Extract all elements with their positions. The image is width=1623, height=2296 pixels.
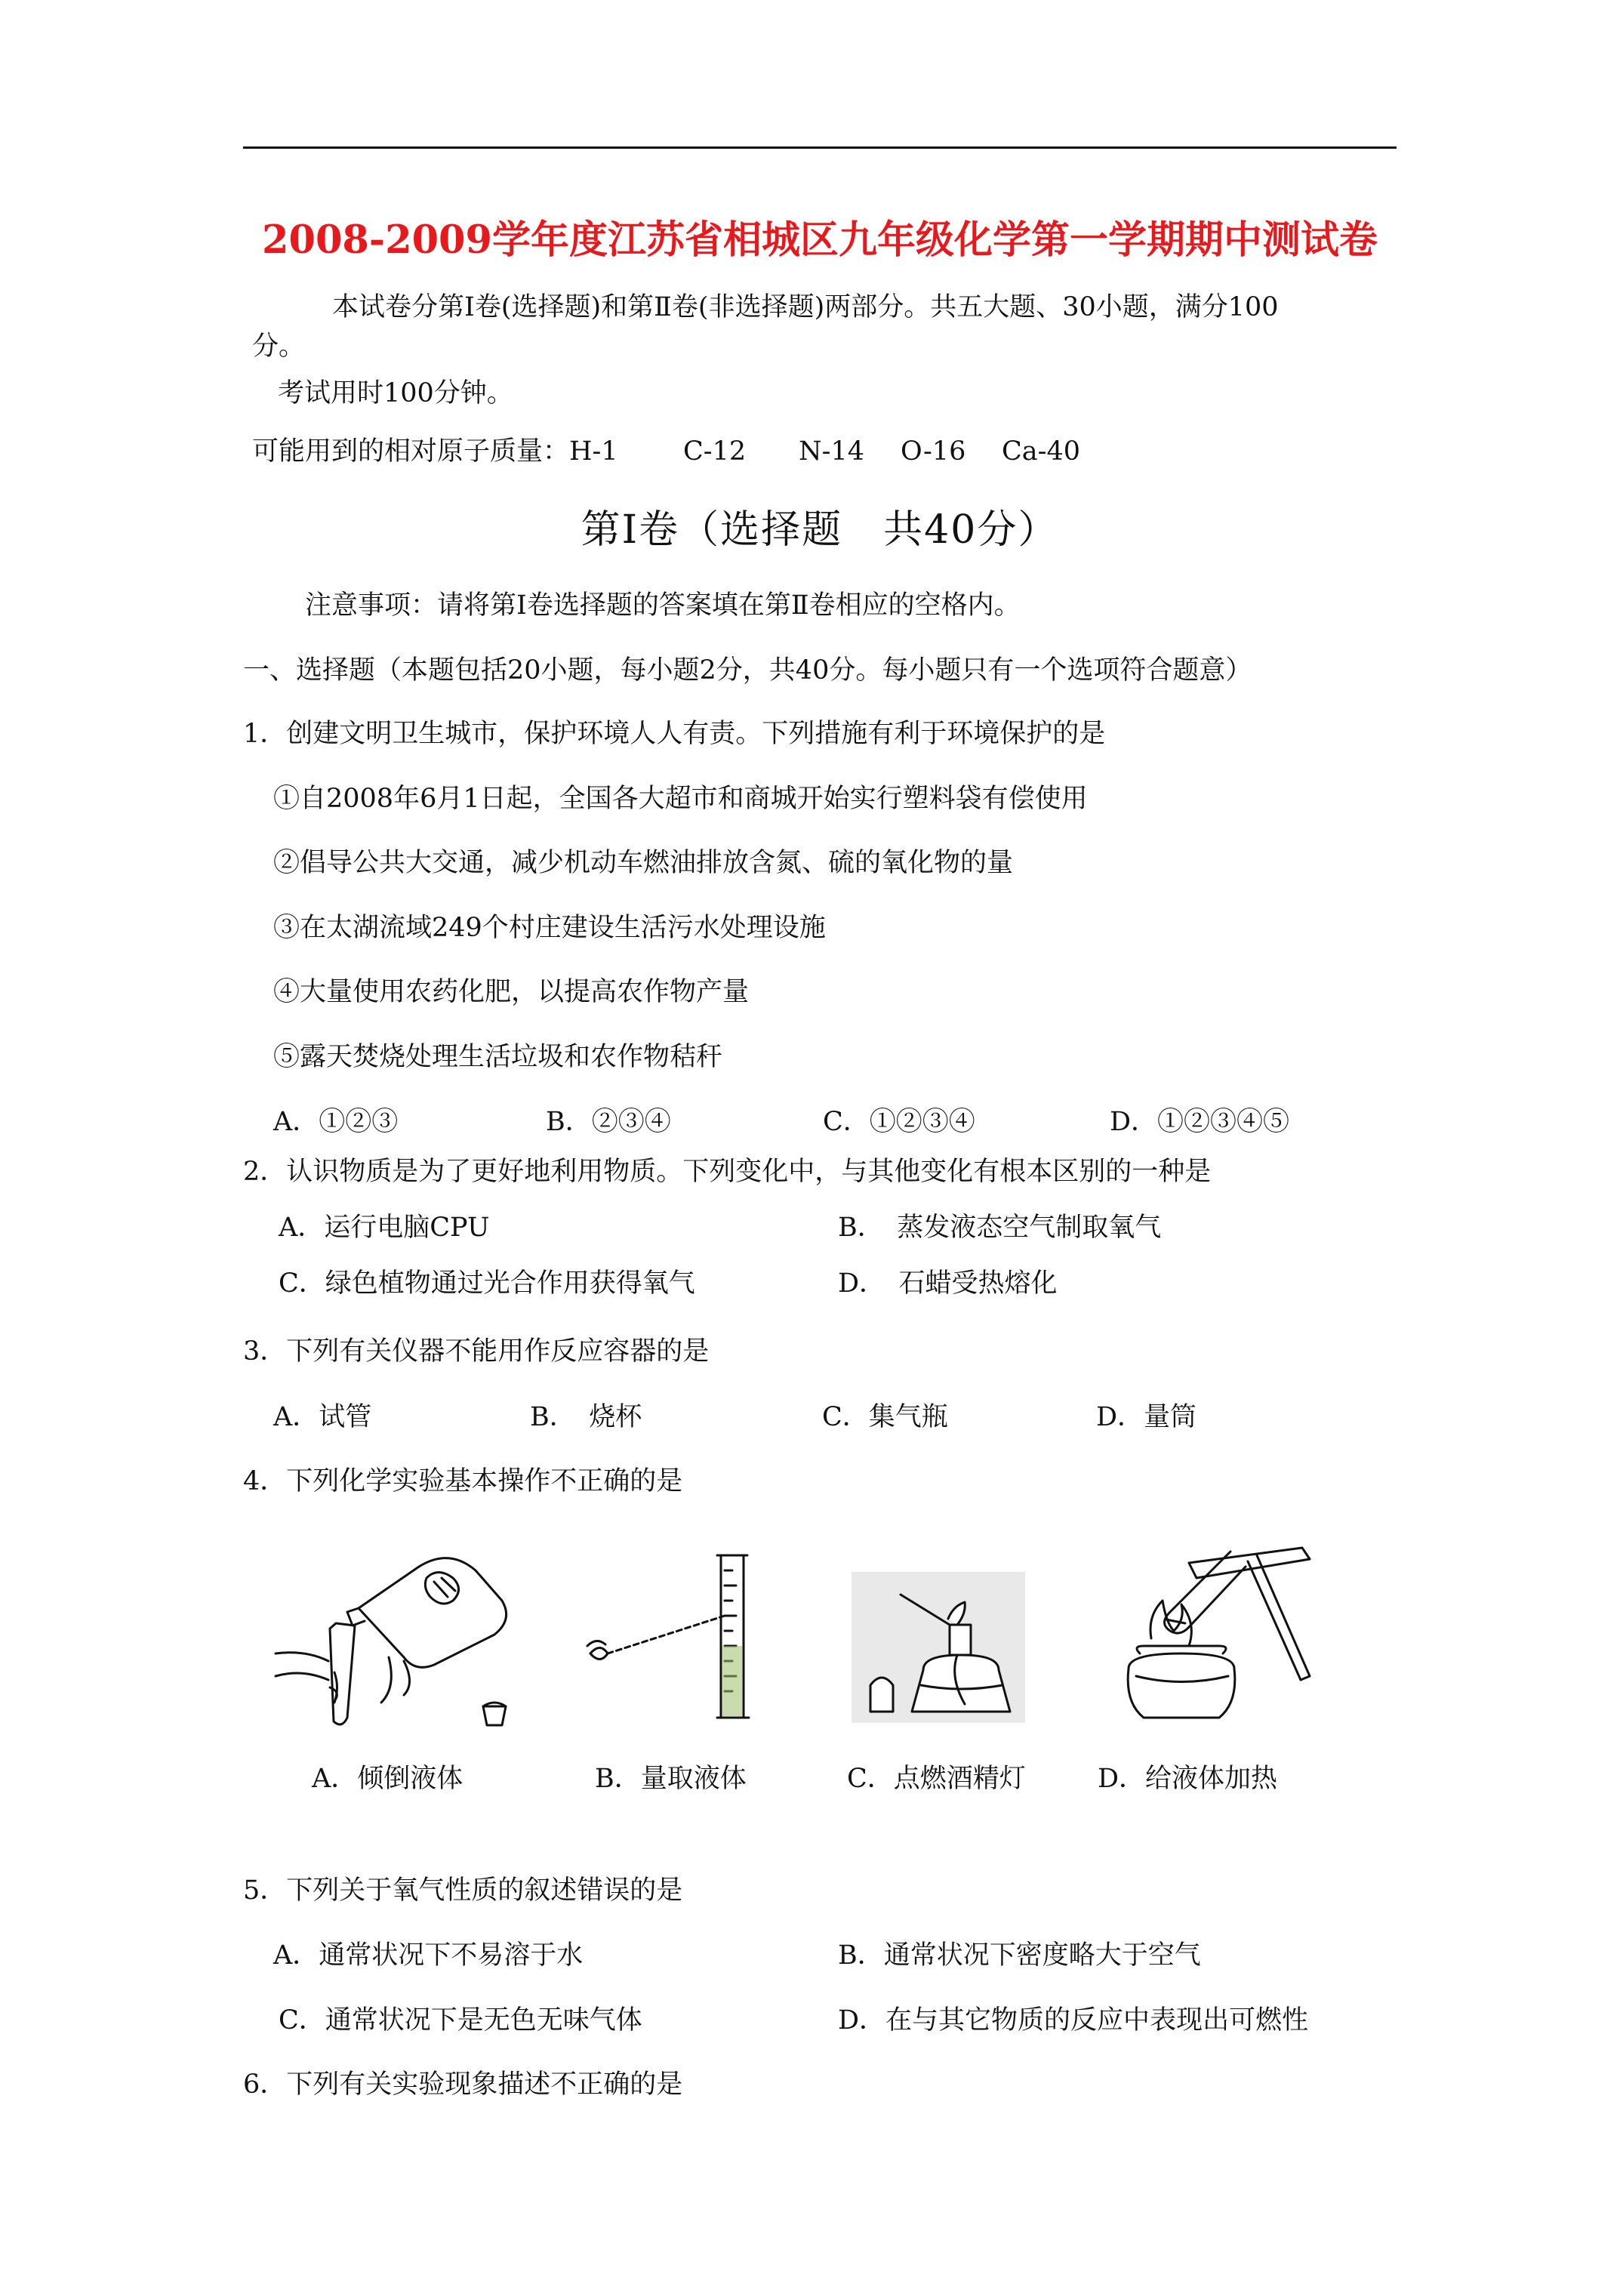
q5-option-a: A．通常状况下不易溶于水 bbox=[273, 1940, 584, 1971]
q1-option-d: D．①②③④⑤ bbox=[1110, 1107, 1290, 1137]
q1-item-2: ②倡导公共大交通，减少机动车燃油排放含氮、硫的氧化物的量 bbox=[273, 848, 1014, 878]
q1-option-b: B．②③④ bbox=[546, 1107, 671, 1137]
q2-option-c: C．绿色植物通过光合作用获得氧气 bbox=[279, 1268, 695, 1299]
exam-time: 考试用时100分钟。 bbox=[278, 378, 513, 408]
figure-label-a: A．倾倒液体 bbox=[312, 1764, 463, 1794]
notice: 注意事项：请将第Ⅰ卷选择题的答案填在第Ⅱ卷相应的空格内。 bbox=[305, 590, 1021, 621]
q5-stem: 5．下列关于氧气性质的叙述错误的是 bbox=[243, 1875, 683, 1906]
q5-option-b: B．通常状况下密度略大于空气 bbox=[838, 1940, 1201, 1971]
q2-option-b: B． 蒸发液态空气制取氧气 bbox=[838, 1213, 1162, 1243]
q3-stem: 3．下列有关仪器不能用作反应容器的是 bbox=[243, 1336, 710, 1367]
q3-option-d: D．量筒 bbox=[1096, 1402, 1197, 1432]
q2-stem: 2．认识物质是为了更好地利用物质。下列变化中，与其他变化有根本区别的一种是 bbox=[243, 1157, 1212, 1187]
atomic-mass-o: O-16 bbox=[901, 436, 966, 467]
q2-option-a: A．运行电脑CPU bbox=[279, 1213, 490, 1243]
q1-item-5: ⑤露天焚烧处理生活垃圾和农作物秸秆 bbox=[273, 1042, 723, 1072]
section-title: 第Ⅰ卷（选择题 共40分） bbox=[581, 507, 1059, 553]
alcohol-lamp-illustration bbox=[852, 1572, 1025, 1723]
part-heading: 一、选择题（本题包括20小题，每小题2分，共40分。每小题只有一个选项符合题意） bbox=[243, 655, 1252, 686]
figure-label-c: C．点燃酒精灯 bbox=[847, 1764, 1026, 1794]
q1-option-a: A．①②③ bbox=[273, 1107, 399, 1137]
q1-item-3: ③在太湖流域249个村庄建设生活污水处理设施 bbox=[273, 913, 826, 943]
q1-item-4: ④大量使用农药化肥，以提高农作物产量 bbox=[273, 977, 750, 1007]
figure-label-b: B．量取液体 bbox=[595, 1764, 747, 1794]
q1-item-1: ①自2008年6月1日起，全国各大超市和商城开始实行塑料袋有偿使用 bbox=[273, 784, 1088, 814]
q5-option-c: C．通常状况下是无色无味气体 bbox=[279, 2005, 642, 2036]
q1-option-c: C．①②③④ bbox=[823, 1107, 975, 1137]
intro-line-2: 分。 bbox=[252, 331, 306, 362]
heating-liquid-illustration bbox=[1098, 1540, 1317, 1729]
atomic-mass-label: 可能用到的相对原子质量：H-1 bbox=[252, 436, 618, 467]
measuring-cylinder-illustration bbox=[581, 1540, 747, 1729]
q3-option-a: A．试管 bbox=[273, 1402, 372, 1432]
q4-stem: 4．下列化学实验基本操作不正确的是 bbox=[243, 1466, 683, 1496]
q1-stem: 1．创建文明卫生城市，保护环境人人有责。下列措施有利于环境保护的是 bbox=[243, 719, 1106, 749]
atomic-mass-c: C-12 bbox=[683, 436, 747, 467]
figure-label-d: D．给液体加热 bbox=[1098, 1764, 1278, 1794]
header-rule bbox=[243, 146, 1397, 149]
q2-option-d: D． 石蜡受热熔化 bbox=[838, 1268, 1058, 1299]
q6-stem: 6．下列有关实验现象描述不正确的是 bbox=[243, 2069, 683, 2100]
pouring-liquid-illustration bbox=[276, 1536, 517, 1733]
intro-line-1: 本试卷分第Ⅰ卷(选择题)和第Ⅱ卷(非选择题)两部分。共五大题、30小题，满分100 bbox=[332, 292, 1279, 322]
q3-option-c: C．集气瓶 bbox=[822, 1402, 948, 1432]
q3-option-b: B． 烧杯 bbox=[530, 1402, 642, 1432]
atomic-mass-n: N-14 bbox=[799, 436, 864, 467]
atomic-mass-ca: Ca-40 bbox=[1002, 436, 1081, 467]
page-title: 2008-2009学年度江苏省相城区九年级化学第一学期期中测试卷 bbox=[261, 217, 1378, 263]
q5-option-d: D．在与其它物质的反应中表现出可燃性 bbox=[838, 2005, 1309, 2036]
